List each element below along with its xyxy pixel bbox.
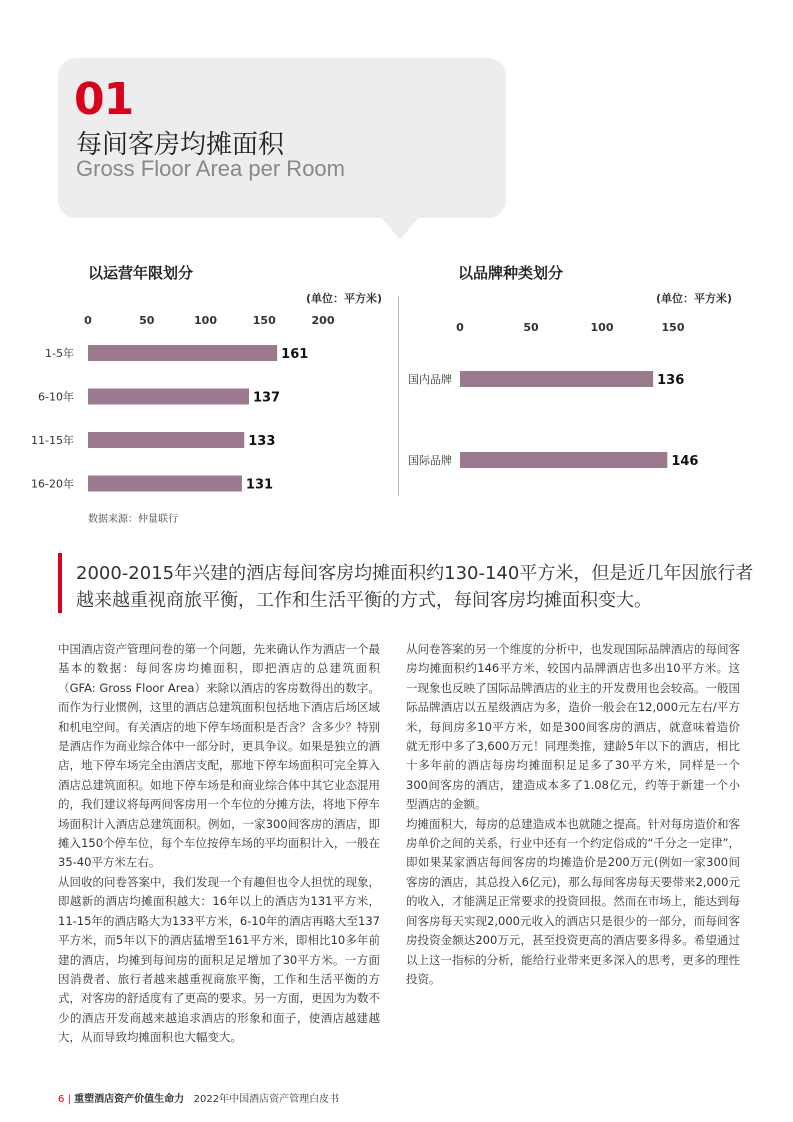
tick-label: 100 <box>590 321 614 334</box>
page-number: 6 <box>58 1094 65 1105</box>
data-source: 数据来源：仲量联行 <box>88 514 178 525</box>
bar <box>460 452 667 468</box>
data-label: 137 <box>252 390 281 406</box>
bar <box>88 432 244 448</box>
chart-title-age: 以运营年限划分 <box>88 264 194 282</box>
footer-brand: 重塑酒店资产价值生命力 <box>74 1094 185 1105</box>
chart-brand-type <box>400 300 793 500</box>
category-label: 国际品牌 <box>408 454 452 467</box>
section-title: 每间客房均摊面积 <box>76 130 285 160</box>
bar <box>88 345 277 361</box>
body-paragraph: 从问卷答案的另一个维度的分析中，也发现国际品牌酒店的每间客房均摊面积约146平方米，较国内品牌酒店也多出10平方米。这一现象也反映了国际品牌酒店的业主的开发费用也会较高。一般国际品牌酒店以五星级酒店为多，造价一般会在12,000元左右/平方米，每间房多10平方米，如是300间客房的酒店，就意味着造价就无形中多了3,600万元！同理类推，建龄5年以下的酒店，相比十多年前的酒店每房均摊面积足足多了30平方米，同样是一个300间客房的酒店，建造成本多了1.08亿元，约等于新建一个小型酒店的金额。 <box>406 642 740 812</box>
data-label: 161 <box>281 347 309 362</box>
data-label: 136 <box>657 373 685 388</box>
bar <box>88 476 242 492</box>
category-label: 1-5年 <box>45 347 74 360</box>
section-subtitle: Gross Floor Area per Room <box>76 156 345 181</box>
tick-label: 150 <box>661 321 685 334</box>
bar <box>88 389 249 405</box>
quote-accent-bar <box>58 553 62 613</box>
tick-label: 0 <box>456 321 464 334</box>
footer-report-title: 2022年中国酒店资产管理白皮书 <box>193 1094 340 1105</box>
pull-quote: 2000-2015年兴建的酒店每间客房均摊面积约130-140平方米，但是近几年因旅行者越来越重视商旅平衡，工作和生活平衡的方式，每间客房均摊面积变大。 <box>76 563 754 611</box>
chart-divider <box>398 296 399 496</box>
tick-label: 50 <box>523 321 539 334</box>
tick-label: 50 <box>139 314 155 327</box>
category-label: 国内品牌 <box>408 373 452 386</box>
chart-title-brand: 以品牌种类划分 <box>458 264 564 282</box>
chart-unit-age: (单位：平方米) <box>306 292 383 305</box>
body-column-left <box>58 640 380 1048</box>
category-label: 11-15年 <box>31 434 74 447</box>
page-footer <box>58 1090 339 1105</box>
bar <box>460 371 653 387</box>
tick-label: 100 <box>194 314 217 327</box>
category-label: 16-20年 <box>31 477 74 491</box>
tick-label: 0 <box>84 314 92 327</box>
chart-operating-years <box>0 300 400 500</box>
data-label: 131 <box>245 477 274 493</box>
footer-separator: | <box>67 1094 71 1105</box>
section-number: 01 <box>74 74 134 125</box>
header-pointer <box>380 216 420 240</box>
data-label: 146 <box>671 454 699 469</box>
body-paragraph: 从回收的问卷答案中，我们发现一个有趣但也令人担忧的现象，即越新的酒店均摊面积越大：16年以上的酒店为131平方米，11-15年的酒店略大为133平方米，6-10年的酒店再略大至137平方米，而5年以下的酒店猛增至161平方米，即相比10多年前建的酒店，均摊到每间房的面积足足增加了30平方米。一方面因消费者、旅行者越来越重视商旅平衡，工作和生活平衡的方式，对客房的舒适度有了更高的要求。另一方面，更因为为数不少的酒店开发商越来越追求酒店的形象和面子，使酒店越建越大，从而导致均摊面积也大幅变大。 <box>58 874 380 1045</box>
body-paragraph: 中国酒店资产管理问卷的第一个问题，先来确认作为酒店一个最基本的数据：每间客房均摊面积，即把酒店的总建筑面积（GFA: Gross Floor Area）来除以酒店的客房数得出的数字。而作为行业惯例，这里的酒店总建筑面积包括地下酒店后场区域和机电空间。有关酒店的地下停车场面积是否含？含多少？特别是酒店作为商业综合体中一部分时，更具争议。如果是独立的酒店，地下停车场完全由酒店支配，那地下停车场面积可完全算入酒店总建筑面积。如地下停车场是和商业综合体中其它业态混用的，我们建议将每两间客房用一个车位的分摊方法，将地下停车场面积计入酒店总建筑面积。例如，一家300间客房的酒店，即摊入150个停车位，每个车位按停车场的平均面积计入，一般在35-40平方米左右。 <box>58 642 380 870</box>
tick-label: 150 <box>252 314 276 327</box>
category-label: 6-10年 <box>38 390 74 404</box>
body-paragraph: 均摊面积大，每房的总建造成本也就随之提高。针对每房造价和客房单价之间的关系，行业中还有一个约定俗成的“千分之一定律”，即如果某家酒店每间客房的均摊造价是200万元(例如一家300间客房的酒店，其总投入6亿元)，那么每间客房每天要带来2,000元的收入，才能满足正常要求的投资回报。然而在市场上，能达到每间客房每天实现2,000元收入的酒店只是很少的一部分，而每间客房投资金额达200万元，甚至投资更高的酒店要多得多。希望通过以上这一指标的分析，能给行业带来更多深入的思考，更多的理性投资。 <box>406 816 740 986</box>
tick-label: 200 <box>311 314 335 327</box>
body-column-right <box>406 640 740 989</box>
chart-unit-brand: (单位：平方米) <box>656 292 733 305</box>
data-label: 133 <box>248 434 276 449</box>
